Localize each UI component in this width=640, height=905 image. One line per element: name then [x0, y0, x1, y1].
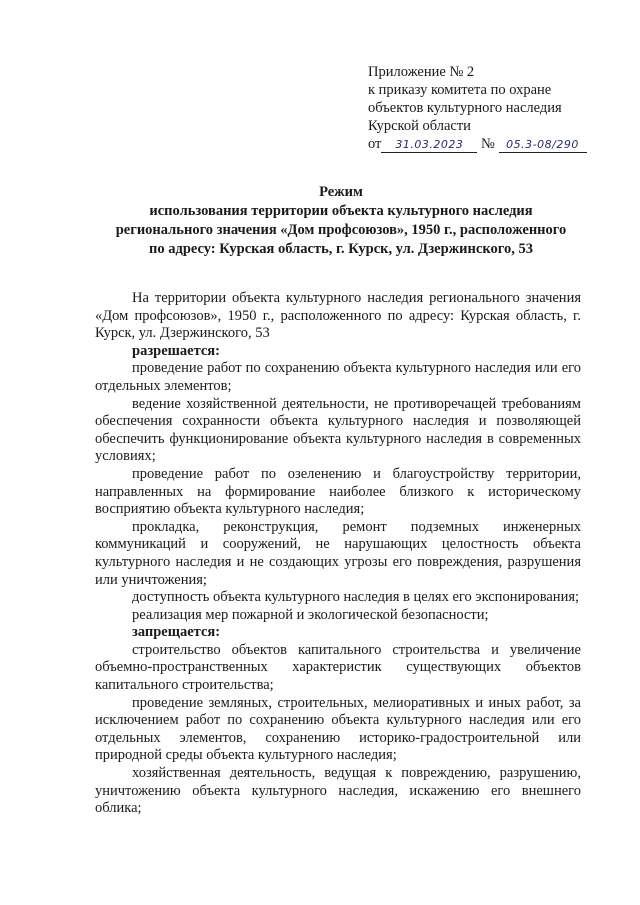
number-label: № [481, 136, 495, 152]
document-body [95, 290, 581, 818]
document-title [80, 183, 602, 259]
from-label: от [368, 136, 382, 152]
forbidden-item: хозяйственная деятельность, ведущая к повреждению, разрушению, уничтожению объекта культурного наследия, искажению его внешнего облика; [95, 765, 581, 817]
handwritten-order-number: 05.3-08/290 [499, 137, 587, 153]
allowed-heading: разрешается: [132, 342, 220, 359]
allowed-item: реализация мер пожарной и экологической безопасности; [132, 606, 489, 623]
intro-paragraph: На территории объекта культурного наследия регионального значения «Дом профсоюзов», 1950 г., расположенного по адресу: Курская область, г. Курск, ул. Дзержинского, 53 [95, 290, 581, 342]
date-number-line [368, 135, 608, 153]
order-reference-line: к приказу комитета по охране [368, 82, 552, 98]
handwritten-date: 31.03.2023 [381, 137, 477, 153]
forbidden-item: проведение земляных, строительных, мелиоративных и иных работ, за исключением работ по сохранению объекта культурного наследия или его отдельных элементов, сохранению историко-градостроительной или природной среды объекта культурного наследия; [95, 694, 581, 764]
allowed-item: прокладка, реконструкция, ремонт подземных инженерных коммуникаций и сооружений, не нарушающих целостность объекта культурного наследия и не создающих угрозы его повреждения, разрушения или уничтожения; [95, 518, 581, 588]
allowed-item: ведение хозяйственной деятельности, не противоречащей требованиям обеспечения сохранности объекта культурного наследия и позволяющей обеспечить функционирование объекта культурного наследия в современных условиях; [95, 395, 581, 465]
title-line-1: Режим [319, 184, 363, 200]
forbidden-item: строительство объектов капитального строительства и увеличение объемно-пространственных характеристик существующих объектов капитального строительства; [95, 641, 581, 694]
appendix-header [368, 63, 608, 153]
allowed-item: проведение работ по озеленению и благоустройству территории, направленных на формирование наиболее близкого к историческому восприятию объекта культурного наследия; [95, 465, 581, 518]
allowed-item: доступность объекта культурного наследия в целях его экспонирования; [132, 589, 580, 606]
region-line: Курской области [368, 118, 471, 134]
title-line-2: использования территории объекта культурного наследия [149, 203, 533, 219]
forbidden-heading: запрещается: [132, 624, 221, 641]
title-line-3: регионального значения «Дом профсоюзов», 1950 г., расположенного [115, 222, 567, 238]
committee-name-line: объектов культурного наследия [368, 100, 562, 116]
appendix-number: Приложение № 2 [368, 64, 475, 80]
allowed-item: проведение работ по сохранению объекта культурного наследия или его отдельных элементов; [95, 360, 581, 394]
title-line-4: по адресу: Курская область, г. Курск, ул. Дзержинского, 53 [149, 241, 533, 257]
